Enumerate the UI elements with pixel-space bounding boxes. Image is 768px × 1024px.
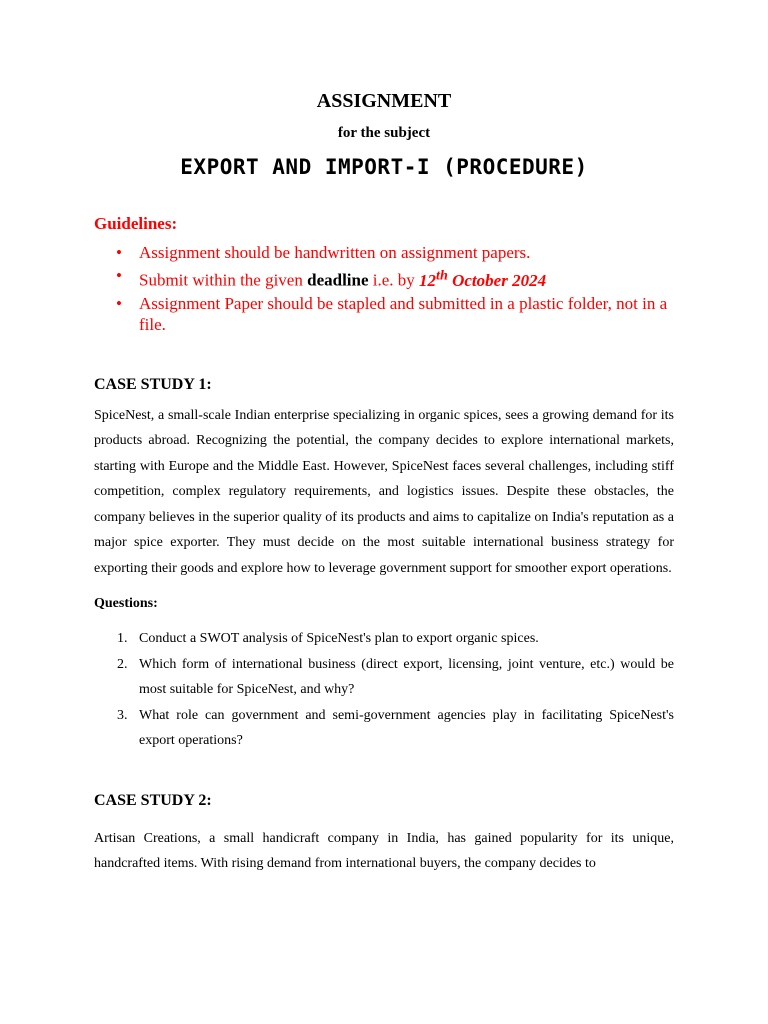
case-study-1-paragraph: SpiceNest, a small-scale Indian enterprise specializing in organic spices, sees a growing demand for its products abroad. Recognizing the potential, the company decides to explore international markets, starting with Europe and the Middle East. However, SpiceNest faces several challenges, including stiff competition, complex regulatory requirements, and logistics issues. Despite these obstacles, the company believes in the superior quality of its products and aims to capitalize on India's reputation as a major spice exporter. They must decide on the most suitable international business strategy for exporting their goods and explore how to leverage government support for smoother export operations.	[94, 407, 674, 576]
deadline-day: 12	[419, 270, 437, 290]
guidelines-list	[94, 242, 674, 335]
bullet-icon: •	[116, 243, 122, 262]
case-study-2-heading: CASE STUDY 2:	[94, 791, 212, 809]
deadline-date	[419, 267, 547, 290]
question-text: What role can government and semi-government agencies play in facilitating SpiceNest's export operations?	[139, 707, 674, 749]
document-title: ASSIGNMENT	[316, 90, 452, 112]
guideline-item	[94, 293, 674, 335]
case-study-2-paragraph: Artisan Creations, a small handicraft company in India, has gained popularity for its unique, handcrafted items. With rising demand from international buyers, the company decides to	[94, 830, 674, 872]
guideline-item	[94, 265, 674, 291]
question-item	[94, 626, 674, 652]
guideline-item	[94, 242, 674, 263]
question-text: Which form of international business (direct export, licensing, joint venture, etc.) would be most suitable for SpiceNest, and why?	[139, 656, 674, 698]
deadline-month-year: October 2024	[447, 270, 547, 290]
guideline-text: Assignment should be handwritten on assignment papers.	[139, 243, 531, 262]
questions-list	[94, 626, 674, 754]
deadline-word: deadline	[307, 270, 369, 290]
bullet-icon: •	[116, 266, 122, 285]
bullet-icon: •	[116, 293, 122, 313]
guideline-text-prefix: Submit within the given	[139, 270, 308, 290]
question-number: 2.	[117, 656, 128, 672]
guideline-text-middle: i.e. by	[368, 270, 420, 290]
question-number: 1.	[117, 631, 128, 647]
questions-heading: Questions:	[94, 596, 158, 612]
guideline-text: Assignment Paper should be stapled and submitted in a plastic folder, not in a file.	[139, 293, 668, 334]
case-study-1-heading: CASE STUDY 1:	[94, 375, 212, 393]
subject-title: EXPORT AND IMPORT-I (PROCEDURE)	[180, 155, 588, 179]
question-item	[94, 652, 674, 703]
document-subtitle: for the subject	[337, 125, 431, 141]
question-number: 3.	[117, 707, 128, 723]
question-item	[94, 703, 674, 754]
deadline-day-suffix: th	[436, 267, 448, 283]
guidelines-heading: Guidelines:	[94, 214, 178, 233]
question-text: Conduct a SWOT analysis of SpiceNest's plan to export organic spices.	[139, 631, 539, 647]
